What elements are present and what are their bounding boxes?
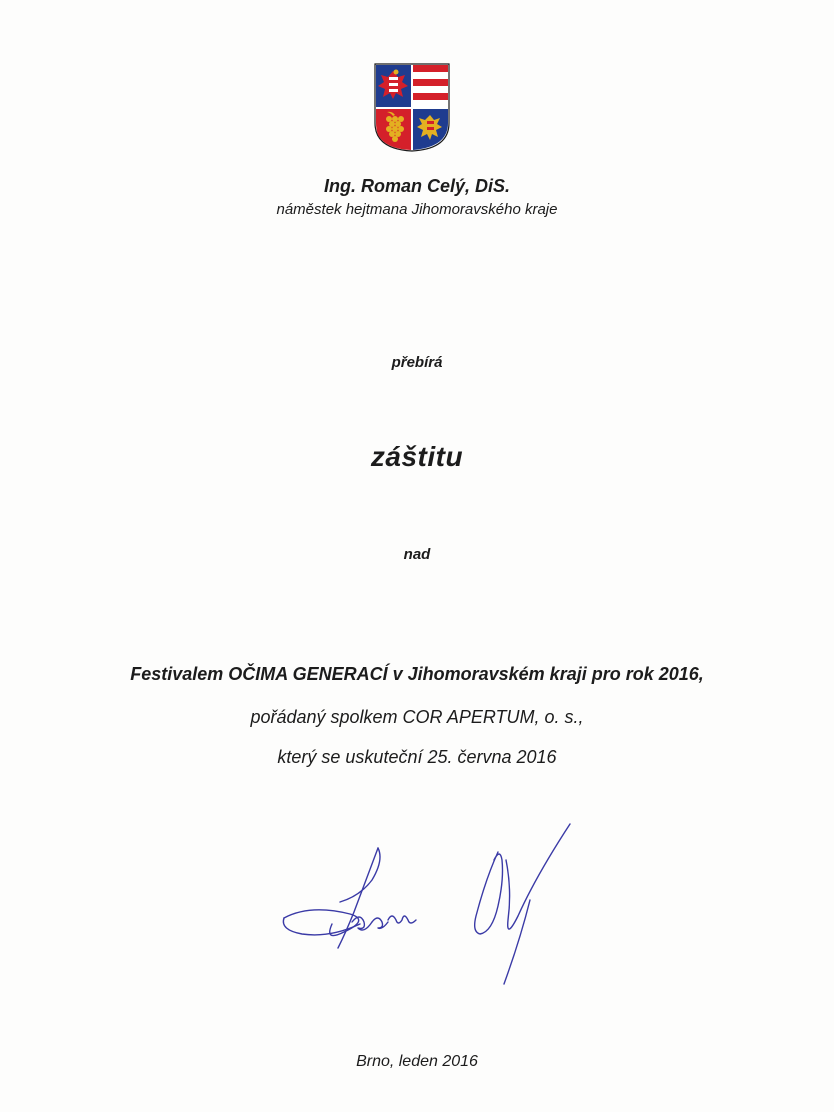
patronage-heading: záštitu — [370, 441, 464, 472]
verb-text: přebírá — [391, 354, 443, 371]
signatory-name: Ing. Roman Celý, DiS. — [323, 176, 511, 196]
place-and-date: Brno, leden 2016 — [356, 1053, 478, 1070]
south-moravian-region-coat-of-arms-icon — [374, 63, 450, 152]
preposition-text: nad — [403, 546, 431, 563]
event-date-line: který se uskuteční 25. června 2016 — [277, 747, 557, 767]
signatory-role: náměstek hejtmana Jihomoravského kraje — [276, 201, 558, 218]
organizer-line: pořádaný spolkem COR APERTUM, o. s., — [250, 707, 584, 727]
handwritten-signature-icon — [280, 820, 580, 990]
event-line: Festivalem OČIMA GENERACÍ v Jihomoravském kraji pro rok 2016, — [130, 664, 704, 684]
